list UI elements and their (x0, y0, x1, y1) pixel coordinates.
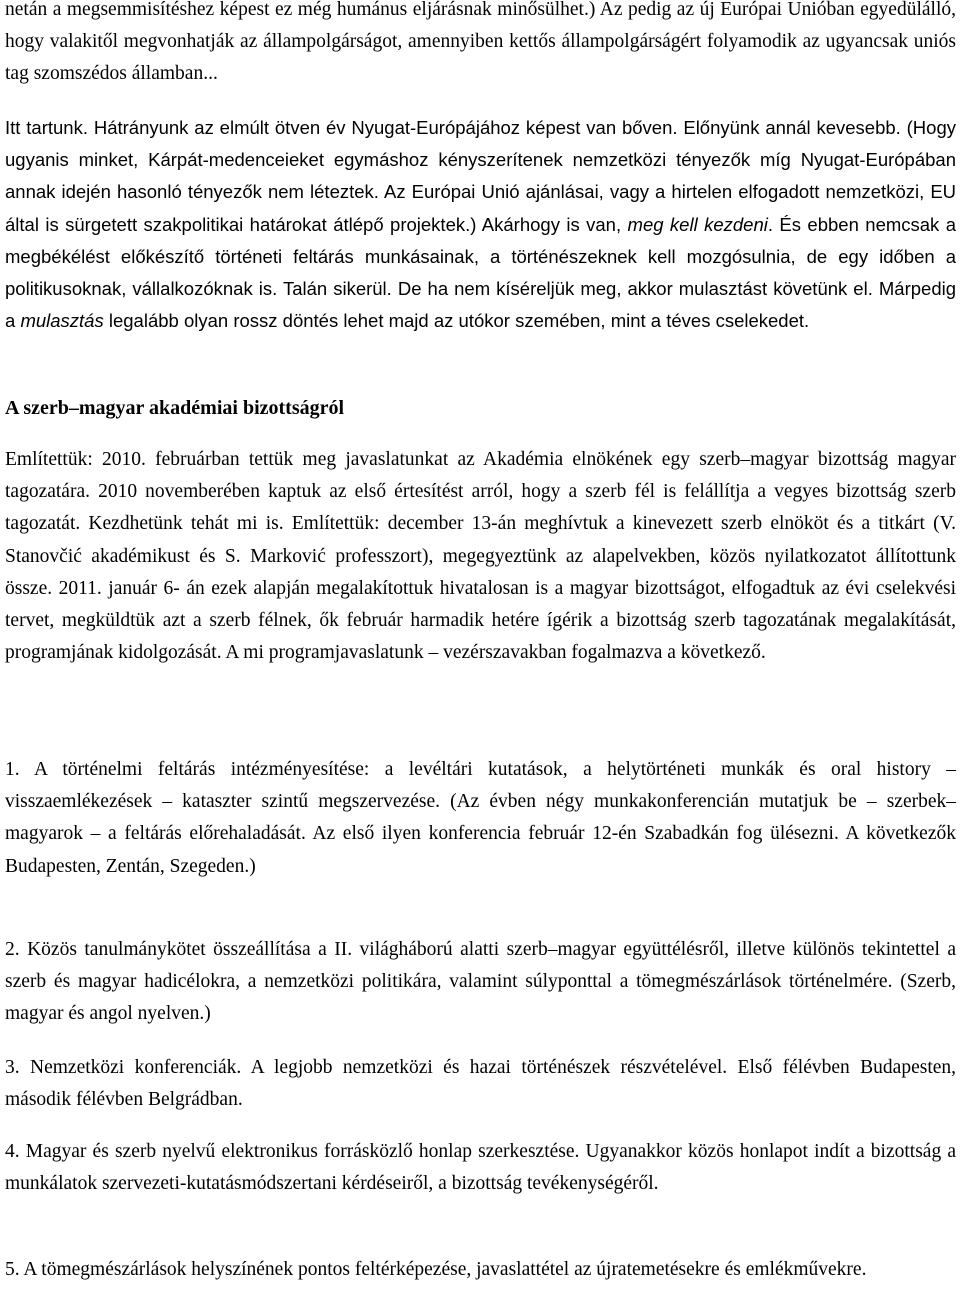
list-item-5 (5, 1254, 956, 1286)
text-line: fogalmazva a következő. (571, 642, 766, 664)
text-run: a (5, 310, 21, 332)
text-run: . És ebben nemcsak a megbékélést előkészítő történeti (5, 213, 957, 267)
text-line: netán a megsemmisítéshez képest ez még humánus eljárásnak minősülhet.) Az pedig az új Európai (5, 0, 782, 20)
text-line: 5. A tömegmészárlások helyszínének pontos feltérképezése, javaslattétel az újratemetésekre és (5, 1259, 741, 1280)
paragraph-emlitettuk (5, 444, 956, 669)
list-item-2 (5, 934, 956, 1031)
text-line: Unióban egyedülálló, hogy valakitől megvonhatják az állampolgárságot, amennyiben kettős (5, 0, 956, 53)
text-line: 2. Közös tanulmánykötet összeállítása a II. világháború alatti szerb–magyar együttélésről, illetve (5, 939, 786, 960)
text-line: félévben Budapesten, második félévben Belgrádban. (5, 1057, 957, 1111)
text-line: 3. Nemzetközi konferenciák. A legjobb nemzetközi és hazai történészek részvételével. Első (5, 1057, 773, 1078)
text-line: feltárás munkásainak, a történészeknek kell mozgósulnia, de egy időben a politikusoknak, (5, 245, 956, 300)
text-line: tömegmészárlások történelmére. (Szerb, magyar és angol nyelven.) (5, 971, 956, 1025)
list-item-4 (5, 1136, 956, 1200)
text-line: tervet, megküldtük azt a szerb félnek, ők február harmadik hetére ígérik a bizottság szerb (5, 610, 736, 632)
list-item-3 (5, 1052, 956, 1116)
text-line: meghívtuk a kinevezett szerb elnököt és a titkárt (V. Stanovčić akadémikust és S. Marković (5, 513, 957, 567)
emphasis-meg-kell-kezdeni: meg kell kezdeni (627, 213, 768, 235)
text-line: emlékművekre. (745, 1259, 867, 1280)
text-line: tényezők míg Nyugat-Európában annak idején hasonló tényezők nem léteztek. Az Európai Unió (5, 149, 957, 203)
paragraph-itt-tartunk (5, 112, 956, 337)
paragraph-intro (5, 0, 956, 91)
text-run: legalább olyan rossz döntés lehet majd az utókor szemében, mint a téves cselekedet. (103, 310, 810, 332)
text-line: vállalkozóknak is. Talán sikerül. De ha nem kíséreljük meg, akkor mulasztást követünk el. Márpedig (132, 278, 957, 300)
text-line: án ezek alapján megalakítottuk hivatalosan is a magyar bizottságot, elfogadtuk az évi cselekvési (186, 577, 957, 599)
emphasis-mulasztas: mulasztás (20, 310, 104, 332)
text-line: bizottság magyar tagozatára. 2010 novemberében kaptuk az első értesítést arról, hogy a szerb fél is (5, 449, 956, 503)
text-line: tagozatának megalakítását, programjának kidolgozását. A mi programjavaslatunk – vezérszavakban (5, 610, 956, 664)
text-line: Szegeden.) (169, 855, 256, 877)
text-line: professzort), megegyeztünk az alapelvekben, közös nyilatkozatot állítottunk össze. 2011. január 6- (5, 545, 957, 599)
text-line: felállítja a vegyes bizottság szerb tagozatát. Kezdhetünk tehát mi is. Említettük: december 13-án (5, 481, 956, 535)
text-line: kevesebb. (Hogy ugyanis minket, Kárpát-medenceieket egymáshoz kényszerítenek nemzetközi (5, 117, 956, 171)
text-line: history – visszaemlékezések – kataszter szintű megszervezése. (Az évben négy (5, 759, 956, 813)
text-line: tevékenységéről. (526, 1173, 659, 1195)
text-line: konferencia február 12-én Szabadkán fog ülésezni. A következők Budapesten, Zentán, (5, 823, 956, 877)
text-line: 1. A történelmi feltárás intézményesítése: a levéltári kutatások, a helytörténeti munkák és oral (5, 759, 862, 780)
list-item-1 (5, 754, 956, 883)
text-line: Említettük: 2010. februárban tettük meg javaslatunkat az Akadémia elnökének egy szerb–magyar (5, 449, 809, 470)
text-run: projektek.) Akárhogy is van, (390, 213, 628, 235)
section-heading: A szerb–magyar akadémiai bizottságról (5, 397, 345, 419)
text-line: honlapot indít a bizottság a munkálatok szervezeti-kutatásmódszertani kérdéseiről, a bizottság (5, 1141, 957, 1195)
text-line: ajánlásai, vagy a hirtelen elfogadott nemzetközi, EU által is sürgetett szakpolitikai határokat átlépő (5, 181, 957, 235)
text-line: állampolgárságért folyamodik az ugyancsak uniós tag szomszédos államban... (5, 31, 957, 85)
text-line: 4. Magyar és szerb nyelvű elektronikus forrásközlő honlap szerkesztése. Ugyanakkor közös (5, 1141, 734, 1162)
text-line: Itt tartunk. Hátrányunk az elmúlt ötven év Nyugat-Európájához képest van bőven. Előnyünk annál (5, 117, 811, 138)
text-line: különös tekintettel a szerb és magyar hadicélokra, a nemzetközi politikára, valamint súlyponttal a (5, 939, 957, 993)
text-line: munkakonferencián mutatjuk be – szerbek–magyarok – a feltárás előrehaladását. Az első ilyen (5, 791, 957, 845)
